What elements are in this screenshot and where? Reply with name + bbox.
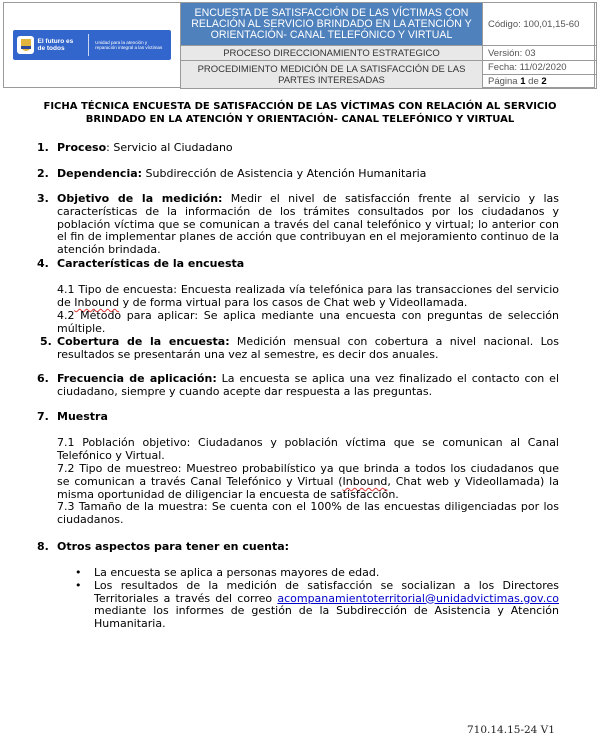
section-number: 8. bbox=[37, 540, 49, 553]
section-proceso bbox=[37, 142, 559, 155]
paragraph-text: 7.2 Tipo de muestreo: Muestreo probabilístico ya que brinda a todos los ciudadanos que se comunican a través Canal Telefónico y Virtual ( bbox=[57, 462, 559, 488]
section-number: 6. bbox=[37, 372, 49, 385]
document-code: Código: 100,01,15-60 bbox=[482, 2, 597, 46]
page-total: 2 bbox=[541, 76, 547, 87]
section-label: Dependencia: bbox=[57, 167, 143, 180]
logo-slogan: El futuro es de todos bbox=[37, 38, 74, 52]
header-title: ENCUESTA DE SATISFACCIÓN DE LAS VÍCTIMAS CON RELACIÓN AL SERVICIO BRINDADO EN LA ATENCIÓN Y ORIENTACIÓN- CANAL TELEFÓNICO Y VIRTUAL bbox=[180, 2, 483, 46]
section-label: Proceso bbox=[57, 141, 107, 154]
page-separator: de bbox=[525, 76, 542, 87]
section-dependencia bbox=[37, 168, 559, 181]
section-label: Cobertura de la encuesta: bbox=[57, 335, 230, 348]
section-muestra bbox=[37, 411, 559, 424]
document-version: Versión: 03 bbox=[482, 45, 597, 61]
section-number: 3. bbox=[37, 192, 49, 205]
subsection-tipo-muestreo bbox=[57, 463, 559, 501]
section-caracteristicas bbox=[37, 258, 559, 271]
bullet-list bbox=[75, 567, 559, 631]
procedure-name: PROCEDIMIENTO MEDICIÓN DE LA SATISFACCIÓN DE LAS PARTES INTERESADAS bbox=[180, 60, 483, 89]
institution-logo bbox=[13, 30, 171, 60]
list-item: • La encuesta se aplica a personas mayores de edad. bbox=[75, 567, 559, 580]
section-number: 7. bbox=[37, 410, 49, 423]
email-link[interactable]: acompanamientoterritorial@unidadvictimas.gov.co bbox=[277, 591, 559, 605]
page-number: 1 bbox=[520, 76, 526, 87]
logo-unit-name: Unidad para la atención y reparación integral a las víctimas bbox=[95, 39, 163, 50]
page-prefix: Página bbox=[488, 76, 521, 87]
section-otros-aspectos bbox=[37, 541, 559, 554]
paragraph-text: 4.1 Tipo de encuesta: Encuesta realizada vía telefónica para las transacciones del servicio de bbox=[57, 283, 559, 309]
section-label: Objetivo de la medición: bbox=[57, 192, 223, 205]
section-number: 2. bbox=[37, 167, 49, 180]
section-text: Medir el nivel de satisfacción frente al servicio y las características de la información de los trámites consultados por los ciudadanos y población víctima que se comunican a través del canal telefónico y virtual; lo anterior con el fin de implementar planes de acción que contribuyan en el mejoramiento continuo de la atención brindada. bbox=[57, 192, 559, 257]
subsection-metodo: 4.2 Método para aplicar: Se aplica mediante una encuesta con preguntas de selección múltiple. bbox=[57, 309, 559, 335]
subsection-poblacion: 7.1 Población objetivo: Ciudadanos y población víctima que se comunican al Canal Telefónico y Virtual. bbox=[57, 436, 559, 462]
section-text: Subdirección de Asistencia y Atención Humanitaria bbox=[142, 167, 427, 180]
paragraph-text: Los resultados de la medición de satisfacción se socializan a los Directores Territoriales a través del correo bbox=[94, 578, 559, 605]
section-text: Medición mensual con cobertura a nivel nacional. Los resultados se presentarán una vez al semestre, es decir dos anuales. bbox=[57, 335, 559, 361]
spellcheck-word: Inbound bbox=[342, 474, 388, 488]
section-text: La encuesta se aplica una vez finalizado el contacto con el ciudadano, siempre y cuando acepte dar respuesta a las preguntas. bbox=[57, 372, 560, 398]
document-header bbox=[3, 2, 595, 88]
section-label: Otros aspectos para tener en cuenta: bbox=[57, 540, 290, 553]
coat-of-arms-icon bbox=[17, 36, 34, 54]
section-number: 4. bbox=[37, 257, 49, 270]
section-frecuencia bbox=[37, 373, 559, 399]
paragraph-text: y de forma virtual para los casos de Chat web y Videollamada. bbox=[119, 295, 468, 309]
paragraph-text: , Chat web y Videollamada) la misma oportunidad de diligenciar la encuesta de satisfacción. bbox=[57, 474, 559, 501]
section-label: Muestra bbox=[57, 410, 108, 423]
logo-divider bbox=[88, 34, 89, 56]
document-title: FICHA TÉCNICA ENCUESTA DE SATISFACCIÓN DE LAS VÍCTIMAS CON RELACIÓN AL SERVICIO BRINDADO EN LA ATENCIÓN Y ORIENTACIÓN- CANAL TELEFÓNICO Y VIRTUAL bbox=[43, 101, 557, 125]
section-text: : Servicio al Ciudadano bbox=[106, 141, 233, 154]
spellcheck-word: Inbound bbox=[74, 295, 120, 309]
section-cobertura bbox=[40, 336, 559, 362]
list-item bbox=[75, 580, 559, 631]
footer-code: 710.14.15-24 V1 bbox=[467, 724, 555, 736]
logo-cell bbox=[3, 2, 181, 88]
section-label: Características de la encuesta bbox=[57, 257, 245, 270]
section-objetivo bbox=[37, 193, 559, 257]
subsection-tipo-encuesta bbox=[57, 284, 559, 310]
subsection-tamano: 7.3 Tamaño de la muestra: Se cuenta con el 100% de las encuestas diligenciadas por los ciudadanos. bbox=[57, 500, 559, 526]
process-name: PROCESO DIRECCIONAMIENTO ESTRATEGICO bbox=[180, 45, 483, 61]
section-number: 1. bbox=[37, 141, 49, 154]
section-number: 5. bbox=[40, 335, 52, 348]
document-date: Fecha: 11/02/2020 bbox=[482, 60, 597, 75]
section-label: Frecuencia de aplicación: bbox=[57, 372, 217, 385]
paragraph-text: mediante los informes de gestión de la Subdirección de Asistencia y Atención Humanitaria. bbox=[94, 604, 559, 631]
page-indicator bbox=[482, 74, 597, 89]
